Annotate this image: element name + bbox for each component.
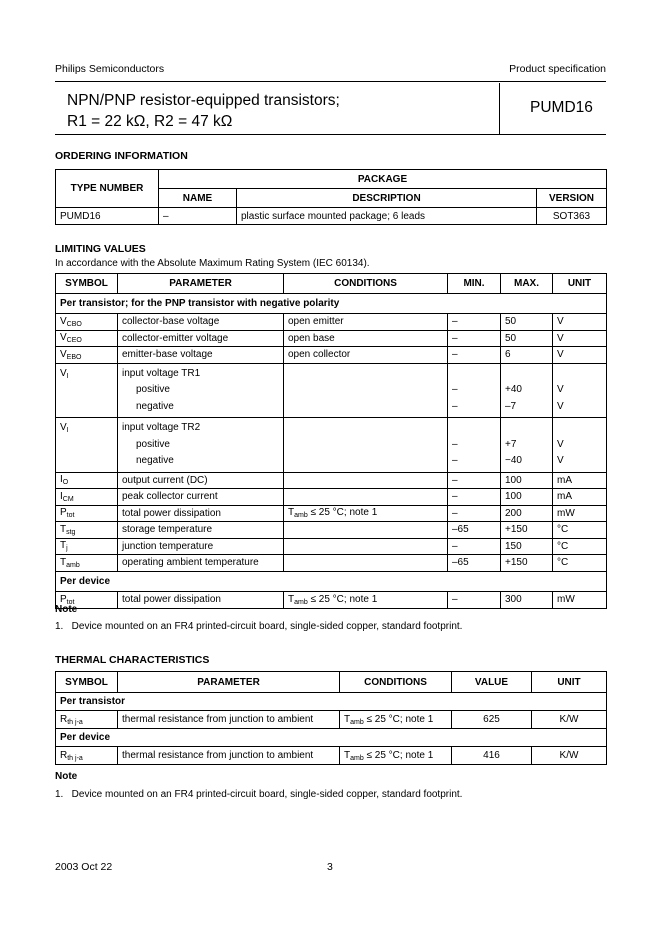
conditions-cell: $T_{amb} \le 25$ °C; note 1 [340,711,452,729]
symbol-cell: $T_{stg}$ [56,522,118,539]
table-row [56,711,607,729]
conditions-cell [284,555,448,572]
symbol-cell: $R_{th j-a}$ [56,711,118,729]
unit-cell: V [553,330,607,347]
symbol-cell: $V_{EBO}$ [56,347,118,364]
value-cell: 625 [452,711,532,729]
min-cell: – [448,472,501,489]
max-cell: +150 [501,522,553,539]
conditions-cell: open base [284,330,448,347]
unit-cell: K/W [532,711,607,729]
table-row [56,347,607,364]
version-cell: SOT363 [537,208,607,225]
conditions-cell: $T_{amb} \le 25$ °C; note 1 [340,747,452,765]
unit-header: UNIT [532,672,607,693]
parameter-cell: thermal resistance from junction to ambient [118,747,340,765]
parameter-cell: operating ambient temperature [118,555,284,572]
company-name: Philips Semiconductors [55,63,165,75]
min-cell: – – [448,418,501,473]
symbol-cell: $T_{amb}$ [56,555,118,572]
unit-cell: K/W [532,747,607,765]
conditions-header: CONDITIONS [284,274,448,294]
header-rule [55,81,606,82]
value-cell: 416 [452,747,532,765]
table-row [56,505,607,522]
group-device-label: Per device [56,571,607,591]
limiting-heading: LIMITING VALUES [55,243,146,255]
conditions-cell [284,418,448,473]
min-cell: – [448,314,501,331]
type-cell: PUMD16 [56,208,159,225]
symbol-cell: $V_I$ [56,363,118,418]
table-row [56,747,607,765]
table-row [56,538,607,555]
max-header: MAX. [501,274,553,294]
parameter-cell: junction temperature [118,538,284,555]
parameter-cell: total power dissipation [118,505,284,522]
parameter-cell: input voltage TR2 positive negative [118,418,284,473]
max-cell: 100 [501,489,553,506]
document-type: Product specification [509,63,606,75]
max-cell: 300 [501,591,553,608]
min-cell: – [448,330,501,347]
table-row [56,489,607,506]
limiting-table [55,273,607,609]
ordering-heading: ORDERING INFORMATION [55,150,188,162]
name-cell: – [159,208,237,225]
conditions-cell [284,522,448,539]
symbol-header: SYMBOL [56,274,118,294]
max-cell: +150 [501,555,553,572]
unit-cell: mA [553,472,607,489]
table-row [56,522,607,539]
footer-date: 2003 Oct 22 [55,861,113,873]
parameter-cell: collector-base voltage [118,314,284,331]
title-divider [499,83,500,134]
unit-cell: °C [553,555,607,572]
table-row [56,472,607,489]
unit-cell: °C [553,538,607,555]
symbol-header: SYMBOL [56,672,118,693]
unit-header: UNIT [553,274,607,294]
type-number-header: TYPE NUMBER [56,170,159,208]
thermal-heading: THERMAL CHARACTERISTICS [55,654,210,666]
table-row [56,555,607,572]
description-header: DESCRIPTION [237,189,537,208]
symbol-cell: $T_j$ [56,538,118,555]
table-row [56,591,607,608]
parameter-header: PARAMETER [118,672,340,693]
thermal-table [55,671,607,765]
unit-cell: V V [553,363,607,418]
unit-cell: mA [553,489,607,506]
symbol-cell: $I_O$ [56,472,118,489]
page-title [67,90,340,132]
table-row [56,314,607,331]
symbol-cell: $P_{tot}$ [56,591,118,608]
parameter-cell: output current (DC) [118,472,284,489]
group-device-label: Per device [56,729,607,747]
max-cell: 6 [501,347,553,364]
parameter-header: PARAMETER [118,274,284,294]
conditions-cell [284,489,448,506]
symbol-cell: $V_I$ [56,418,118,473]
max-cell: 150 [501,538,553,555]
symbol-cell: $V_{CEO}$ [56,330,118,347]
max-cell: 200 [501,505,553,522]
unit-cell: mW [553,591,607,608]
min-cell: – [448,505,501,522]
version-header: VERSION [537,189,607,208]
max-cell: +40 –7 [501,363,553,418]
table-row [56,418,607,473]
limiting-intro: In accordance with the Absolute Maximum Rating System (IEC 60134). [55,258,370,269]
conditions-cell [284,472,448,489]
min-cell: – [448,591,501,608]
title-line-1: NPN/PNP resistor-equipped transistors; [67,92,340,109]
package-header: PACKAGE [159,170,607,189]
ordering-table [55,169,607,225]
min-cell: –65 [448,555,501,572]
parameter-cell: total power dissipation [118,591,284,608]
min-header: MIN. [448,274,501,294]
symbol-cell: $R_{th j-a}$ [56,747,118,765]
symbol-cell: $V_{CBO}$ [56,314,118,331]
parameter-cell: storage temperature [118,522,284,539]
max-cell: 50 [501,330,553,347]
limiting-note: 1. Device mounted on an FR4 printed-circuit board, single-sided copper, standard footprint. [55,621,463,632]
conditions-cell: $T_{amb} \le 25$ °C; note 1 [284,591,448,608]
title-line-2: R1 = 22 kΩ, R2 = 47 kΩ [67,113,233,130]
limiting-note-heading: Note [55,604,78,615]
min-cell: – [448,347,501,364]
title-rule [55,134,606,135]
unit-cell: mW [553,505,607,522]
parameter-cell: collector-emitter voltage [118,330,284,347]
unit-cell: V [553,314,607,331]
conditions-cell [284,363,448,418]
max-cell: 100 [501,472,553,489]
conditions-cell: open collector [284,347,448,364]
max-cell: 50 [501,314,553,331]
conditions-cell: $T_{amb} \le 25$ °C; note 1 [284,505,448,522]
thermal-note: 1. Device mounted on an FR4 printed-circuit board, single-sided copper, standard footprint. [55,789,463,800]
parameter-cell: input voltage TR1 positive negative [118,363,284,418]
min-cell: –65 [448,522,501,539]
value-header: VALUE [452,672,532,693]
parameter-cell: thermal resistance from junction to ambient [118,711,340,729]
table-row [56,330,607,347]
conditions-cell: open emitter [284,314,448,331]
part-number: PUMD16 [530,99,593,116]
group-transistor-label: Per transistor [56,693,607,711]
min-cell: – [448,489,501,506]
symbol-cell: $I_{CM}$ [56,489,118,506]
table-row [56,208,607,225]
max-cell: +7 −40 [501,418,553,473]
symbol-cell: $P_{tot}$ [56,505,118,522]
group-pnp-label: Per transistor; for the PNP transistor with negative polarity [56,294,607,314]
conditions-cell [284,538,448,555]
unit-cell: V V [553,418,607,473]
page-number: 3 [327,861,333,873]
description-cell: plastic surface mounted package; 6 leads [237,208,537,225]
name-header: NAME [159,189,237,208]
unit-cell: V [553,347,607,364]
parameter-cell: emitter-base voltage [118,347,284,364]
unit-cell: °C [553,522,607,539]
conditions-header: CONDITIONS [340,672,452,693]
parameter-cell: peak collector current [118,489,284,506]
thermal-note-heading: Note [55,771,78,782]
min-cell: – – [448,363,501,418]
table-row [56,363,607,418]
min-cell: – [448,538,501,555]
